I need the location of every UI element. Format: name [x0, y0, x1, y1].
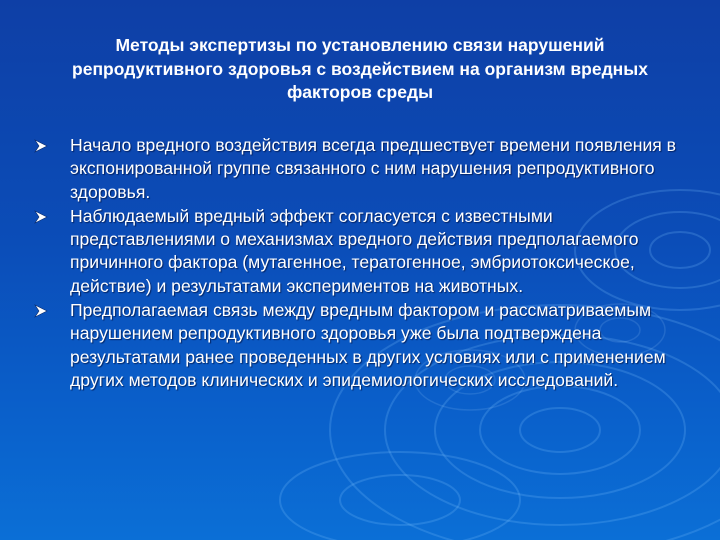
arrow-bullet-icon — [34, 304, 48, 318]
list-item — [34, 299, 694, 392]
arrow-bullet-icon — [34, 139, 48, 153]
bullet-list — [34, 134, 694, 393]
arrow-bullet-icon — [34, 210, 48, 224]
bullet-text: Наблюдаемый вредный эффект согласуется с известными представлениями о механизмах вредного действия предполагаемого причинного фактора (мутагенное, тератогенное, эмбриотоксическое, действие) и результатами экспериментов на животных. — [70, 205, 639, 296]
slide-title: Методы экспертизы по установлению связи нарушений репродуктивного здоровья с воздействием на организм вредных факторов среды — [72, 35, 648, 102]
list-item — [34, 134, 694, 204]
bullet-text: Предполагаемая связь между вредным фактором и рассматриваемым нарушением репродуктивного здоровья уже была подтверждена результатами ранее проведенных в других условиях или с применением других методов клинических и эпидемиологических исследований. — [70, 300, 666, 390]
list-item — [34, 205, 694, 298]
bullet-text: Начало вредного воздействия всегда предшествует времени появления в экспонированной группе связанного с ним нарушения репродуктивного здоровья. — [70, 135, 677, 202]
